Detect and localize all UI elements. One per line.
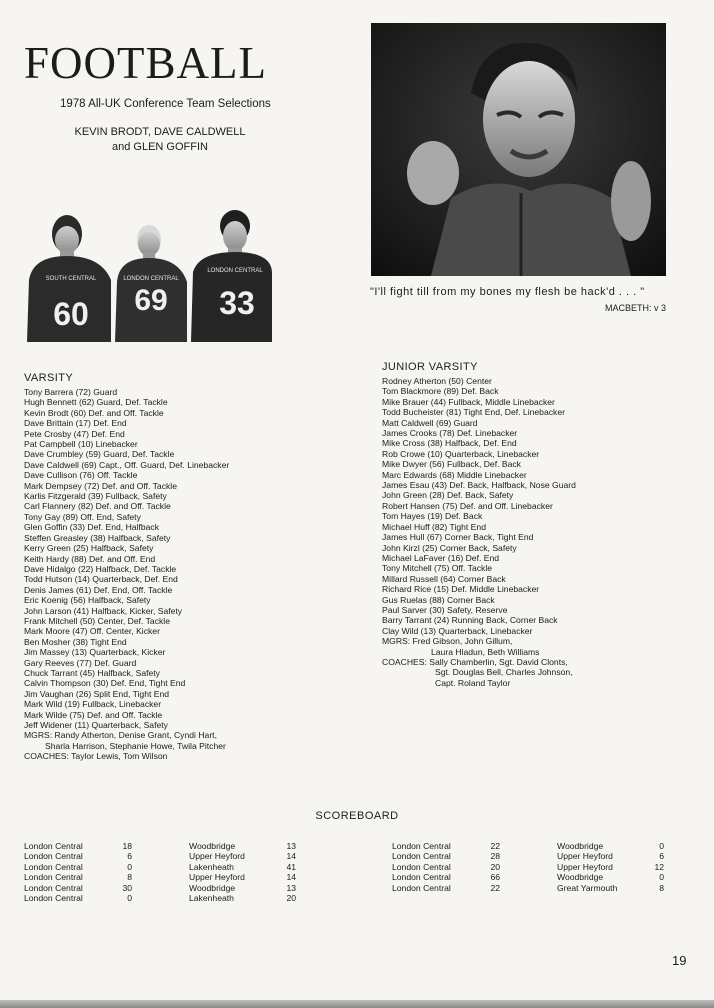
roster-entry: Mark Wild (19) Fullback, Linebacker (24, 699, 162, 710)
opponent-name: Woodbridge (189, 841, 236, 851)
roster-entry: Tom Hayes (19) Def. Back (382, 511, 483, 522)
roster-entry: Dave Brittain (17) Def. End (24, 418, 127, 429)
roster-entry: John Larson (41) Halfback, Kicker, Safety (24, 605, 183, 616)
roster-entry: Tony Barrera (72) Guard (24, 387, 118, 397)
opponent-name: Upper Heyford (557, 851, 613, 862)
junior-varsity-heading: JUNIOR VARSITY (382, 361, 478, 373)
roster-entry: James Esau (43) Def. Back, Halfback, Nose Guard (382, 480, 576, 491)
team-score: 18 (122, 841, 132, 851)
junior-varsity-coaches-cont: Sgt. Douglas Bell, Charles Johnson, (435, 667, 573, 678)
roster-entry: Gary Reeves (77) Def. Guard (24, 657, 137, 668)
roster-entry: Rodney Atherton (50) Center (382, 376, 492, 386)
roster-entry: Mark Dempsey (72) Def. and Off. Tackle (24, 480, 177, 491)
roster-entry: Todd Bucheister (81) Tight End, Def. Linebacker (382, 407, 565, 418)
roster-entry: Mike Cross (38) Halfback, Def. End (382, 438, 517, 449)
roster-entry: Tom Blackmore (89) Def. Back (382, 386, 499, 397)
team-name: London Central (24, 851, 83, 862)
junior-varsity-coaches: COACHES: Sally Chamberlin, Sgt. David Clonts, (382, 656, 568, 667)
team-name: London Central (392, 861, 451, 872)
jersey-text: LONDON CENTRAL (207, 268, 263, 274)
roster-entry: Jim Vaughan (26) Split End, Tight End (24, 688, 170, 699)
honorees (40, 125, 280, 155)
team-score: 20 (490, 861, 500, 872)
score-row (24, 893, 324, 903)
opponent-score: 41 (286, 861, 296, 872)
varsity-managers-cont: Sharla Harrison, Stephanie Howe, Twila Pitcher (45, 740, 226, 751)
scoreboard-left (24, 841, 324, 903)
opponent-score: 0 (659, 872, 664, 883)
score-row (392, 862, 692, 872)
team-score: 8 (127, 872, 132, 883)
varsity-coaches: COACHES: Taylor Lewis, Tom Wilson (24, 751, 168, 762)
roster-entry: Mike Brauer (44) Fullback, Middle Linebacker (382, 396, 555, 407)
roster-entry: Rob Crowe (10) Quarterback, Linebacker (382, 448, 540, 459)
team-score: 6 (127, 851, 132, 862)
roster-entry: James Hull (67) Corner Back, Tight End (382, 532, 534, 543)
jersey-number: 60 (53, 296, 89, 332)
roster-entry: Pat Campbell (10) Linebacker (24, 439, 138, 450)
coach-photo (371, 23, 666, 276)
junior-varsity-managers-cont: Laura Hladun, Beth Williams (431, 646, 540, 657)
roster-entry: Barry Tarrant (24) Running Back, Corner Back (382, 615, 558, 626)
roster-entry: Karlis Fitzgerald (39) Fullback, Safety (24, 491, 167, 502)
roster-entry: Kevin Brodt (60) Def. and Off. Tackle (24, 407, 164, 418)
score-row (24, 862, 324, 872)
roster-entry: Jeff Widener (11) Quarterback, Safety (24, 720, 168, 730)
varsity-heading: VARSITY (24, 372, 74, 384)
page-title: FOOTBALL (24, 38, 267, 88)
players-photo (27, 210, 272, 342)
opponent-name: Upper Heyford (189, 851, 245, 862)
opponent-score: 6 (659, 851, 664, 862)
roster-entry: Dave Hidalgo (22) Halfback, Def. Tackle (24, 563, 177, 574)
roster-entry: Paul Sarver (30) Safety, Reserve (382, 604, 508, 615)
opponent-name: Woodbridge (557, 841, 604, 851)
roster-entry: Eric Koenig (56) Halfback, Safety (24, 595, 151, 606)
varsity-roster (24, 372, 354, 762)
jersey-text: LONDON CENTRAL (123, 276, 179, 282)
team-name: London Central (392, 841, 451, 851)
roster-entry: Denis James (61) Def. End, Off. Tackle (24, 584, 173, 595)
scoreboard-right (392, 841, 692, 893)
roster-entry: Tony Mitchell (75) Off. Tackle (382, 563, 493, 574)
team-score: 22 (490, 882, 500, 893)
quote-source: MACBETH: v 3 (604, 303, 666, 313)
roster-entry: Todd Hutson (14) Quarterback, Def. End (24, 574, 178, 585)
honorees-line: KEVIN BRODT, DAVE CALDWELL (74, 126, 246, 138)
score-row (392, 872, 692, 882)
roster-entry: James Crooks (78) Def. Linebacker (382, 428, 518, 439)
varsity-managers: MGRS: Randy Atherton, Denise Grant, Cyndi Hart, (24, 730, 217, 741)
subtitle: 1978 All-UK Conference Team Selections (60, 98, 271, 110)
junior-varsity-coaches-cont: Capt. Roland Taylor (435, 677, 511, 688)
team-score: 22 (490, 841, 500, 851)
team-score: 0 (127, 892, 132, 903)
team-name: London Central (392, 851, 451, 862)
opponent-name: Lakenheath (189, 861, 234, 872)
jersey-number: 33 (219, 285, 255, 321)
jersey-number: 69 (134, 284, 168, 317)
roster-entry: Glen Goffin (33) Def. End, Halfback (24, 522, 160, 533)
opponent-score: 13 (286, 882, 296, 893)
score-row (24, 872, 324, 882)
roster-entry: Frank Mitchell (50) Center, Def. Tackle (24, 615, 170, 626)
team-score: 66 (490, 872, 500, 883)
roster-entry: Richard Rice (15) Def. Middle Linebacker (382, 584, 540, 595)
roster-entry: Calvin Thompson (30) Def. End, Tight End (24, 678, 186, 689)
opponent-name: Woodbridge (557, 872, 604, 883)
varsity-list (24, 387, 354, 730)
team-name: London Central (392, 872, 451, 883)
opponent-score: 0 (659, 841, 664, 851)
roster-entry: Mark Wilde (75) Def. and Off. Tackle (24, 709, 163, 720)
scoreboard-title: SCOREBOARD (315, 810, 399, 822)
roster-entry: Gus Ruelas (88) Corner Back (382, 594, 495, 605)
opponent-name: Great Yarmouth (557, 882, 618, 893)
opponent-score: 12 (654, 861, 664, 872)
junior-varsity-roster (382, 361, 702, 688)
roster-entry: Mark Moore (47) Off. Center, Kicker (24, 626, 160, 637)
score-row (24, 883, 324, 893)
page-edge (0, 1000, 714, 1008)
team-score: 28 (490, 851, 500, 862)
roster-entry: Keith Hardy (88) Def. and Off. End (24, 553, 156, 564)
opponent-name: Woodbridge (189, 882, 236, 893)
roster-entry: Clay Wild (13) Quarterback, Linebacker (382, 625, 533, 636)
roster-entry: Michael Huff (82) Tight End (382, 521, 486, 532)
quote: "I'll fight till from my bones my flesh be hack'd . . . " (370, 286, 645, 298)
roster-entry: Carl Flannery (82) Def. and Off. Tackle (24, 501, 171, 512)
roster-entry: Matt Caldwell (69) Guard (382, 417, 478, 428)
team-score: 30 (122, 882, 132, 893)
roster-entry: Ben Mosher (38) Tight End (24, 636, 127, 647)
opponent-score: 8 (659, 882, 664, 893)
roster-entry: Dave Crumbley (59) Guard, Def. Tackle (24, 449, 175, 460)
roster-entry: Dave Caldwell (69) Capt., Off. Guard, Def. Linebacker (24, 459, 230, 470)
roster-entry: Mike Dwyer (56) Fullback, Def. Back (382, 459, 521, 470)
team-name: London Central (24, 872, 83, 883)
roster-entry: Tony Gay (89) Off. End, Safety (24, 511, 141, 522)
junior-varsity-list (382, 376, 702, 636)
opponent-name: Upper Heyford (189, 872, 245, 883)
roster-entry: Hugh Bennett (62) Guard, Def. Tackle (24, 397, 168, 408)
team-name: London Central (24, 841, 83, 851)
score-row (24, 851, 324, 861)
team-name: London Central (24, 882, 83, 893)
score-row (392, 883, 692, 893)
team-name: London Central (392, 882, 451, 893)
roster-entry: Michael LaFaver (16) Def. End (382, 552, 500, 563)
opponent-name: Lakenheath (189, 892, 234, 903)
roster-entry: Marc Edwards (68) Middle Linebacker (382, 469, 527, 480)
roster-entry: Robert Hansen (75) Def. and Off. Linebacker (382, 500, 553, 511)
score-row (392, 841, 692, 851)
page-number: 19 (672, 953, 687, 968)
honorees-line: and GLEN GOFFIN (112, 141, 208, 153)
roster-entry: Kerry Green (25) Halfback, Safety (24, 543, 154, 554)
roster-entry: Pete Crosby (47) Def. End (24, 428, 125, 439)
jersey-text: SOUTH CENTRAL (45, 276, 97, 282)
roster-entry: Dave Cullison (76) Off. Tackle (24, 470, 138, 481)
team-score: 0 (127, 861, 132, 872)
roster-entry: Steffen Greasley (38) Halfback, Safety (24, 532, 171, 543)
roster-entry: Chuck Tarrant (45) Halfback, Safety (24, 667, 160, 678)
team-name: London Central (24, 861, 83, 872)
opponent-score: 14 (286, 851, 296, 862)
opponent-score: 14 (286, 872, 296, 883)
roster-entry: John Green (28) Def. Back, Safety (382, 490, 514, 501)
junior-varsity-managers: MGRS: Fred Gibson, John Gillum, (382, 636, 513, 647)
opponent-name: Upper Heyford (557, 861, 613, 872)
roster-entry: Jim Massey (13) Quarterback, Kicker (24, 647, 166, 658)
opponent-score: 20 (286, 892, 296, 903)
score-row (24, 841, 324, 851)
team-name: London Central (24, 892, 83, 903)
score-row (392, 851, 692, 861)
opponent-score: 13 (286, 841, 296, 851)
roster-entry: John Kirzl (25) Corner Back, Safety (382, 542, 517, 553)
roster-entry: Millard Russell (64) Corner Back (382, 573, 506, 584)
